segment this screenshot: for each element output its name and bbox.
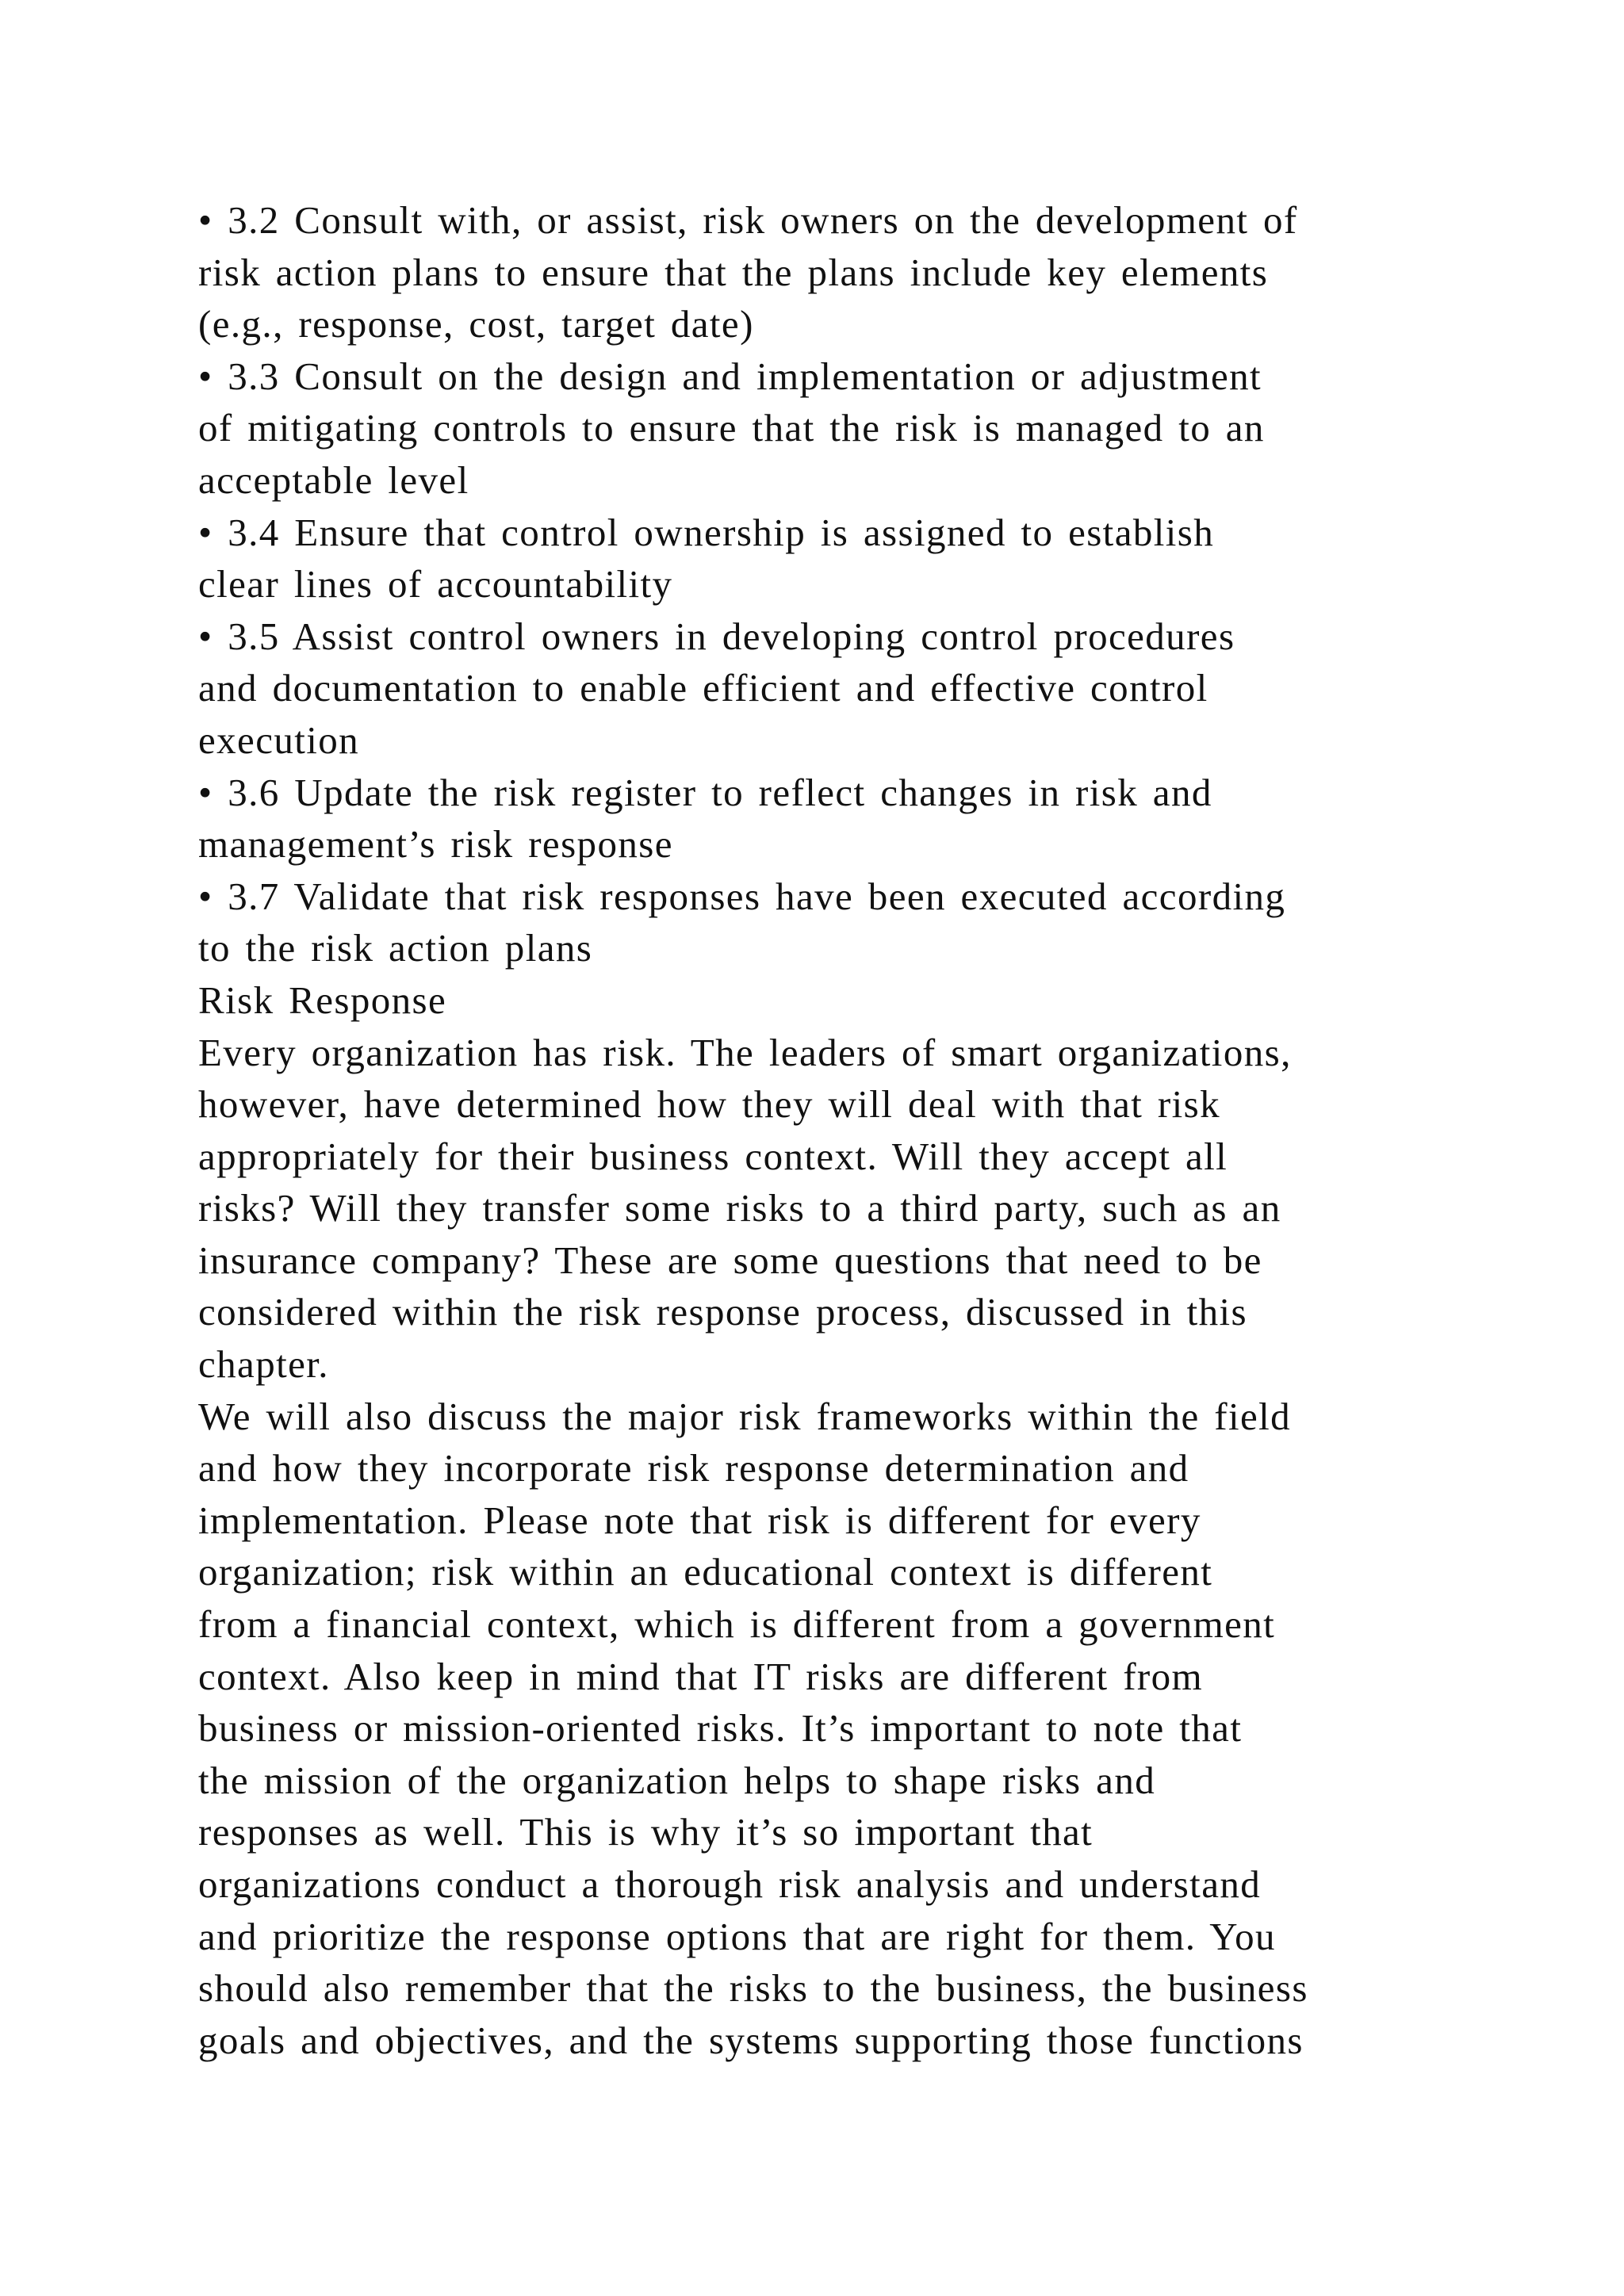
- bullet-3-7-line-2: to the risk action plans: [198, 926, 593, 970]
- paragraph-2-line-2: and how they incorporate risk response determination and: [198, 1446, 1189, 1490]
- bullet-3-4-line-1: • 3.4 Ensure that control ownership is assigned to establish: [198, 510, 1215, 554]
- paragraph-1-line-3: appropriately for their business context. Will they accept all: [198, 1134, 1228, 1178]
- document-text: [198, 194, 1499, 2066]
- paragraph-1-line-4: risks? Will they transfer some risks to a third party, such as an: [198, 1186, 1281, 1230]
- bullet-3-3-line-3: acceptable level: [198, 457, 469, 502]
- paragraph-2-line-11: and prioritize the response options that are right for them. You: [198, 1914, 1276, 1958]
- paragraph-1-line-2: however, have determined how they will deal with that risk: [198, 1082, 1221, 1127]
- paragraph-2-line-4: organization; risk within an educational context is different: [198, 1550, 1213, 1594]
- bullet-3-5-line-3: execution: [198, 718, 360, 762]
- bullet-3-2-line-1: • 3.2 Consult with, or assist, risk owners on the development of: [198, 198, 1298, 242]
- paragraph-2-line-6: context. Also keep in mind that IT risks are different from: [198, 1654, 1204, 1698]
- section-heading-risk-response: Risk Response: [198, 978, 447, 1022]
- paragraph-2-line-10: organizations conduct a thorough risk analysis and understand: [198, 1862, 1262, 1906]
- bullet-3-3-line-2: of mitigating controls to ensure that the risk is managed to an: [198, 406, 1265, 450]
- paragraph-2-line-9: responses as well. This is why it’s so important that: [198, 1810, 1094, 1854]
- bullet-3-6-line-2: management’s risk response: [198, 822, 673, 867]
- paragraph-2-line-12: should also remember that the risks to the business, the business: [198, 1966, 1308, 2011]
- paragraph-2-line-8: the mission of the organization helps to shape risks and: [198, 1758, 1156, 1802]
- paragraph-2-line-7: business or mission-oriented risks. It’s important to note that: [198, 1706, 1243, 1751]
- bullet-3-6-line-1: • 3.6 Update the risk register to reflect changes in risk and: [198, 770, 1212, 814]
- bullet-3-7-line-1: • 3.7 Validate that risk responses have been executed according: [198, 874, 1286, 918]
- paragraph-1-line-1: Every organization has risk. The leaders of smart organizations,: [198, 1030, 1292, 1074]
- bullet-3-5-line-1: • 3.5 Assist control owners in developing control procedures: [198, 614, 1235, 658]
- paragraph-1-line-5: insurance company? These are some questions that need to be: [198, 1238, 1262, 1282]
- bullet-3-5-line-2: and documentation to enable efficient and effective control: [198, 666, 1208, 710]
- paragraph-2-line-13: goals and objectives, and the systems supporting those functions: [198, 2018, 1304, 2062]
- paragraph-2-line-3: implementation. Please note that risk is different for every: [198, 1498, 1201, 1542]
- bullet-3-3-line-1: • 3.3 Consult on the design and implementation or adjustment: [198, 354, 1262, 398]
- paragraph-2-line-5: from a financial context, which is different from a government: [198, 1602, 1276, 1647]
- bullet-3-2-line-2: risk action plans to ensure that the plans include key elements: [198, 250, 1269, 294]
- paragraph-1-line-7: chapter.: [198, 1342, 329, 1387]
- bullet-3-2-line-3: (e.g., response, cost, target date): [198, 302, 754, 346]
- paragraph-1-line-6: considered within the risk response process, discussed in this: [198, 1290, 1248, 1334]
- paragraph-2-line-1: We will also discuss the major risk frameworks within the field: [198, 1394, 1292, 1438]
- bullet-3-4-line-2: clear lines of accountability: [198, 562, 673, 607]
